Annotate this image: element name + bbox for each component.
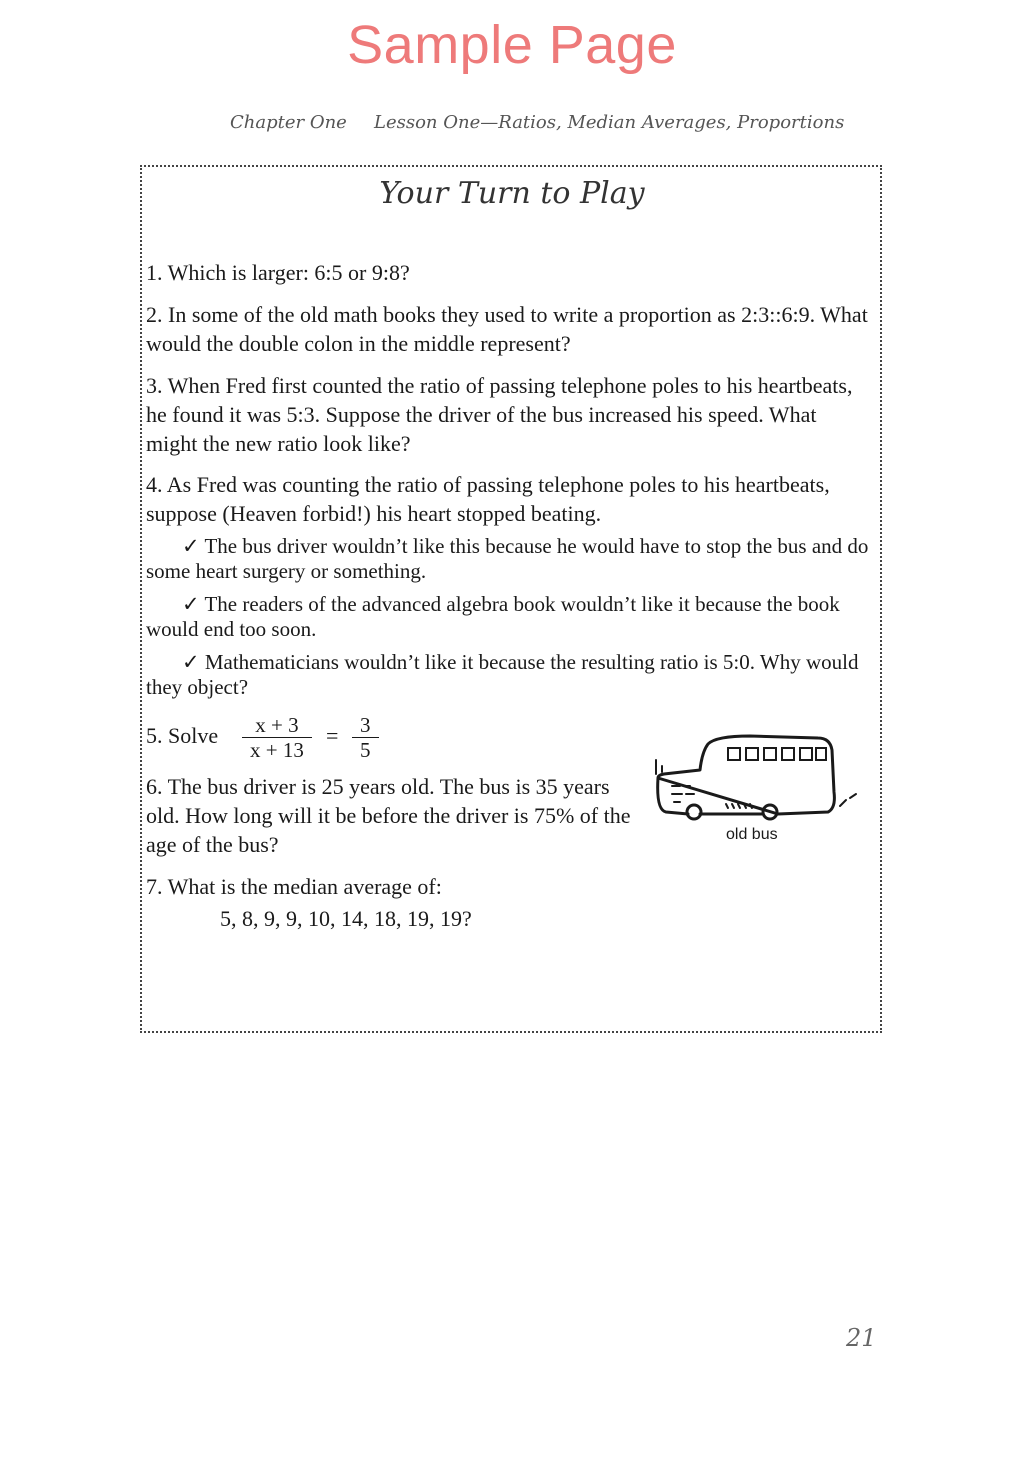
chapter-label: Chapter One xyxy=(230,112,347,133)
question-6: 6. The bus driver is 25 years old. The bus is 35 years old. How long will it be before the driver is 75% of the age of the bus? xyxy=(146,774,631,857)
page-number: 21 xyxy=(846,1324,877,1352)
running-head xyxy=(0,112,1024,142)
question-5-label: 5. Solve xyxy=(146,723,219,748)
equals-sign: = xyxy=(326,723,339,748)
checkmark-icon: ✓ xyxy=(182,650,200,674)
question-1: 1. Which is larger: 6:5 or 9:8? xyxy=(146,260,410,285)
question-7: 7. What is the median average of: xyxy=(146,874,442,899)
question-3: 3. When Fred first counted the ratio of passing telephone poles to his heartbeats, he found it was 5:3. Suppose the driver of the bus increased his speed. What might the new ratio look like? xyxy=(146,373,853,456)
fraction-rhs-denominator: 5 xyxy=(360,738,371,762)
lesson-label: Lesson One—Ratios, Median Averages, Proportions xyxy=(374,112,845,133)
check-item-2-text: The readers of the advanced algebra book wouldn’t like it because the book would end too soon. xyxy=(146,592,840,641)
question-2: 2. In some of the old math books they used to write a proportion as 2:3::6:9. What would the double colon in the middle represent? xyxy=(146,302,868,356)
check-item-1-text: The bus driver wouldn’t like this because he would have to stop the bus and do some heart surgery or something. xyxy=(146,534,869,583)
exercise-box-title: Your Turn to Play xyxy=(379,176,645,211)
fraction-lhs-denominator: x + 13 xyxy=(250,738,304,762)
question-4: 4. As Fred was counting the ratio of passing telephone poles to his heartbeats, suppose (Heaven forbid!) his heart stopped beating. xyxy=(146,472,830,526)
fraction-rhs xyxy=(352,713,379,762)
checkmark-icon: ✓ xyxy=(182,534,200,558)
check-item-1 xyxy=(146,534,870,584)
fraction-lhs xyxy=(242,713,312,762)
fraction-lhs-numerator: x + 3 xyxy=(242,713,312,738)
check-item-3 xyxy=(146,650,870,700)
fraction-rhs-numerator: 3 xyxy=(352,713,379,738)
bus-caption: old bus xyxy=(726,826,778,843)
question-5 xyxy=(146,713,446,761)
check-item-3-text: Mathematicians wouldn’t like it because the resulting ratio is 5:0. Why would they object? xyxy=(146,650,859,699)
checkmark-icon: ✓ xyxy=(182,592,200,616)
check-item-2 xyxy=(146,592,870,642)
sample-page-watermark: Sample Page xyxy=(347,15,677,75)
question-7-list: 5, 8, 9, 9, 10, 14, 18, 19, 19? xyxy=(220,906,472,931)
